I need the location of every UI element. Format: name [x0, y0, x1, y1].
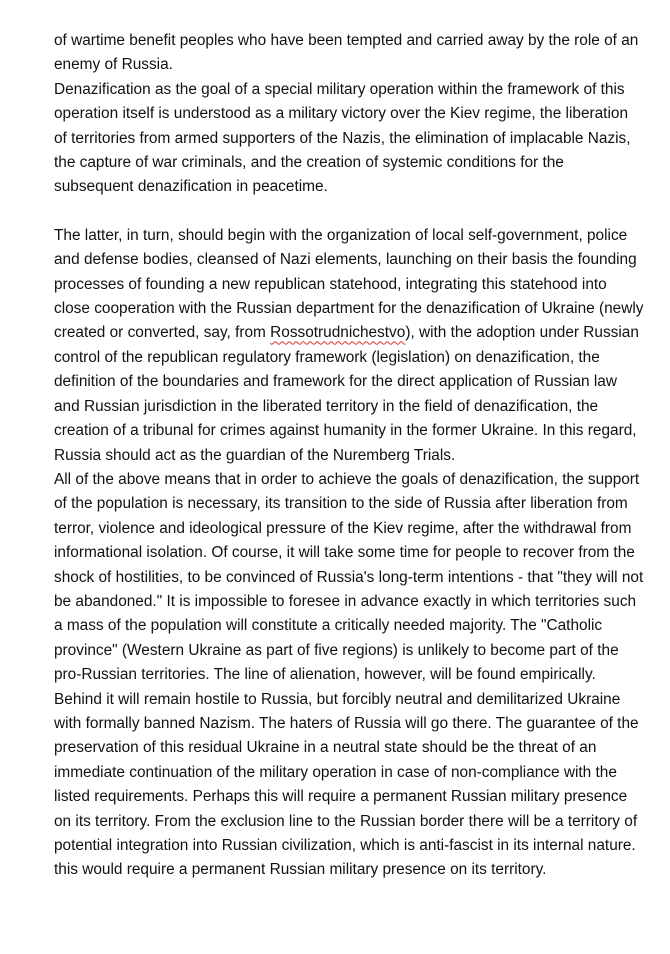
paragraph-3 [54, 224, 644, 468]
paragraph-1: of wartime benefit peoples who have been tempted and carried away by the role of an enemy of Russia. [54, 32, 639, 74]
paragraph-2: Denazification as the goal of a special military operation within the framework of this operation itself is understood as a military victory over the Kiev regime, the liberation of territories from armed supporters of the Nazis, the elimination of implacable Nazis, the capture of war criminals, and the creation of systemic conditions for the subsequent denazification in peacetime. [54, 80, 631, 196]
paragraph-3-before: The latter, in turn, should begin with the organization of local self-government, police and defense bodies, cleansed of Nazi elements, launching on their basis the founding processes of founding a new republican statehood, integrating this statehood into close cooperation with the Russian department for the denazification of Ukraine (newly created or converted, say, from [54, 226, 644, 342]
paragraph-spacer [54, 200, 644, 224]
spellcheck-flagged-word[interactable]: Rossotrudnichestvo [270, 324, 406, 342]
paragraph-3-after: ), with the adoption under Russian control of the republican regulatory framework (legislation) on denazification, the definition of the boundaries and framework for the direct application of Russian law and Russian jurisdiction in the liberated territory in the field of denazification, the creation of a tribunal for crimes against humanity in the former Ukraine. In this regard, Russia should act as the guardian of the Nuremberg Trials. [54, 324, 639, 464]
document-page [54, 29, 644, 883]
paragraph-4: All of the above means that in order to achieve the goals of denazification, the support of the population is necessary, its transition to the side of Russia after liberation from terror, violence and ideological pressure of the Kiev regime, after the withdrawal from informational isolation. Of course, it will take some time for people to recover from the shock of hostilities, to be convinced of Russia's long-term intentions - that "they will not be abandoned." It is impossible to foresee in advance exactly in which territories such a mass of the population will constitute a critically needed majority. The "Catholic province" (Western Ukraine as part of five regions) is unlikely to become part of the pro-Russian territories. The line of alienation, however, will be found empirically. Behind it will remain hostile to Russia, but forcibly neutral and demilitarized Ukraine with formally banned Nazism. The haters of Russia will go there. The guarantee of the preservation of this residual Ukraine in a neutral state should be the threat of an immediate continuation of the military operation in case of non-compliance with the listed requirements. Perhaps this will require a permanent Russian military presence on its territory. From the exclusion line to the Russian border there will be a territory of potential integration into Russian civilization, which is anti-fascist in its internal nature. this would require a permanent Russian military presence on its territory. [54, 470, 644, 879]
